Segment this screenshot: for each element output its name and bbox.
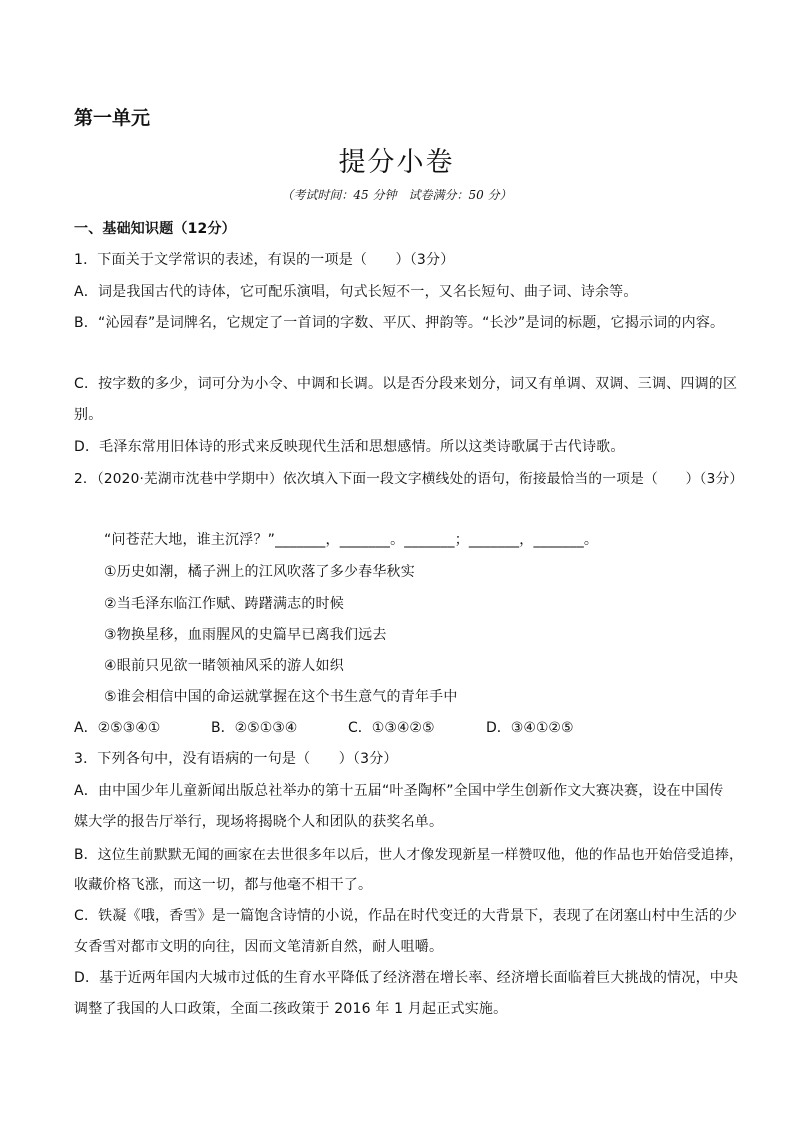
question-2-stem: 2．（2020·芜湖市沈巷中学期中）依次填入下面一段文字横线处的语句，衔接最恰当的一项是（ ）（3分） [74, 471, 744, 487]
question-2-sentence-4: ④眼前只见欲一睹领袖风采的游人如织 [104, 658, 344, 674]
question-1-option-c-cont: 别。 [74, 407, 103, 423]
question-3-option-c: C．铁凝《哦，香雪》是一篇饱含诗情的小说，作品在时代变迁的大背景下，表现了在闭塞山村中生活的少 [74, 908, 738, 924]
question-2-option-a: A．②⑤③④① [74, 720, 161, 736]
question-2-option-c: C．①③④②⑤ [348, 720, 435, 736]
question-2-passage: “问苍茫大地，谁主沉浮？”_______，_______。_______；_______，_______。 [104, 532, 599, 548]
question-2-option-b: B．②⑤①③④ [211, 720, 298, 736]
question-1-option-c: C．按字数的多少，词可分为小令、中调和长调。以是否分段来划分，词又有单调、双调、三调、四调的区 [74, 376, 738, 392]
section-heading: 一、基础知识题（12分） [74, 221, 236, 237]
question-3-option-c-cont: 女香雪对都市文明的向往，因而文笔清新自然，耐人咀嚼。 [74, 939, 444, 955]
question-3-option-b: B．这位生前默默无闻的画家在去世很多年以后，世人才像发现新星一样赞叹他，他的作品也开始倍受追捧， [74, 847, 744, 863]
question-3-stem: 3．下列各句中，没有语病的一句是（ ）（3分） [74, 751, 398, 767]
question-2-option-d: D．③④①②⑤ [486, 720, 574, 736]
question-1-option-a: A．词是我国古代的诗体，它可配乐演唱，句式长短不一，又名长短句、曲子词、诗余等。 [74, 284, 638, 300]
question-3-option-b-cont: 收藏价格飞涨，而这一切，都与他毫不相干了。 [74, 877, 373, 893]
exam-info: （考试时间：45 分钟 试卷满分：50 分） [281, 188, 512, 202]
question-3-option-a: A．由中国少年儿童新闻出版总社举办的第十五届“叶圣陶杯”全国中学生创新作文大赛决赛，设在中国传 [74, 783, 724, 799]
question-3-option-d: D．基于近两年国内大城市过低的生育水平降低了经济潜在增长率、经济增长面临着巨大挑战的情况，中央 [74, 970, 739, 986]
question-2-sentence-2: ②当毛泽东临江作赋、踌躇满志的时候 [104, 596, 344, 612]
question-1-option-b: B．“沁园春”是词牌名，它规定了一首词的字数、平仄、押韵等。“长沙”是词的标题，它揭示词的内容。 [74, 315, 725, 331]
question-3-option-a-cont: 媒大学的报告厅举行，现场将揭晓个人和团队的获奖名单。 [74, 814, 444, 830]
question-2-sentence-1: ①历史如潮，橘子洲上的江风吹落了多少春华秋实 [104, 564, 415, 580]
question-2-sentence-5: ⑤谁会相信中国的命运就掌握在这个书生意气的青年手中 [104, 689, 458, 705]
question-1-option-d: D．毛泽东常用旧体诗的形式来反映现代生活和思想感情。所以这类诗歌属于古代诗歌。 [74, 439, 625, 455]
question-2-sentence-3: ③物换星移，血雨腥风的史篇早已离我们远去 [104, 627, 387, 643]
question-1-stem: 1．下面关于文学常识的表述，有误的一项是（ ）（3分） [74, 252, 455, 268]
question-3-option-d-cont: 调整了我国的人口政策，全面二孩政策于 2016 年 1 月起正式实施。 [74, 1001, 508, 1017]
unit-heading: 第一单元 [74, 107, 151, 129]
page-title: 提分小卷 [338, 147, 455, 178]
